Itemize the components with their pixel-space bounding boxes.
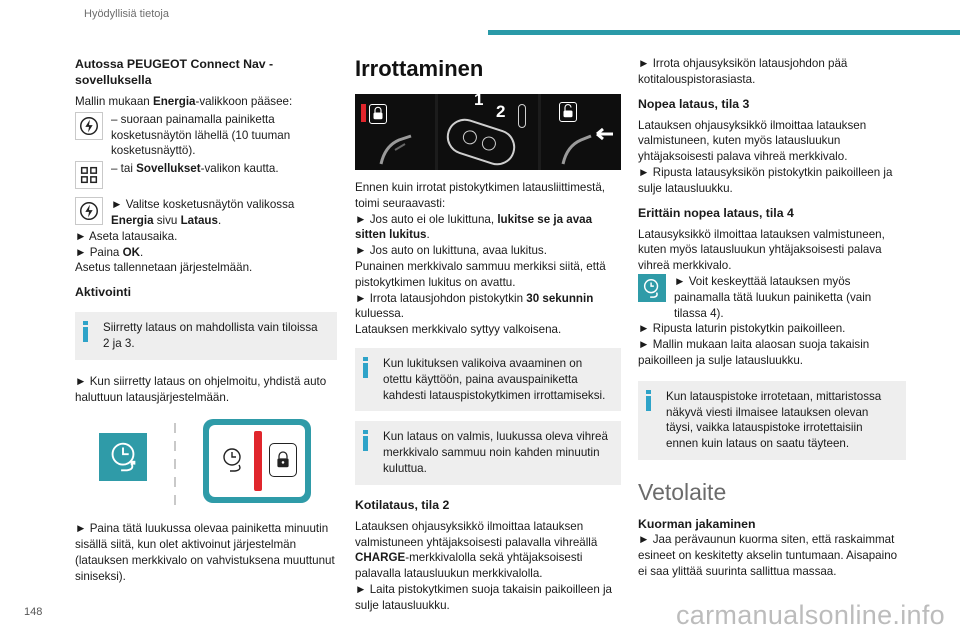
home-charge-text: Latauksen ohjausyksikkö ilmoittaa latauksen valmistuneen yhtäjaksoisesti palavalla vihreällä CHARGE-merkkivalolla sekä yhtäjaksoisesti palavalla latausluukun merkkivalolla. <box>355 519 598 581</box>
column-3 <box>638 56 906 579</box>
fast-charge-heading: Nopea lataus, tila 3 <box>638 96 750 111</box>
step-label-2: 2 <box>496 102 506 121</box>
column-1 <box>75 56 337 585</box>
red-indicator-light <box>254 431 262 491</box>
clock-plug-icon <box>219 445 249 475</box>
section-title: Hyödyllisiä tietoja <box>84 8 169 20</box>
column-2 <box>355 56 621 614</box>
unlock-panel-right <box>541 94 621 170</box>
fast-charge-step: ► Ripusta latausyksikön pistokytkin paikoilleen ja sulje latausluukku. <box>638 165 893 195</box>
towbar-heading: Vetolaite <box>638 478 727 505</box>
unplugging-heading: Irrottaminen <box>355 56 484 81</box>
header-accent-rule <box>488 30 960 35</box>
close-cover-step: ► Mallin mukaan laita alaosan suoja takaisin paikoilleen ja sulje latausluukku. <box>638 338 870 367</box>
info-icon <box>363 430 369 452</box>
very-fast-charge-text: Latausyksikkö ilmoittaa latauksen valmistuneen, kuten myös latausluukun yhtäjaksoisesti palava vihreä merkkivalo. <box>638 227 885 273</box>
white-light-note: Latauksen merkkivalo syttyy valkoisena. <box>355 323 562 337</box>
key-fob-icon <box>442 114 520 170</box>
lock-unlock-step: ► Jos auto ei ole lukittuna, lukitse se ja avaa sitten lukitus. <box>355 212 593 242</box>
divider-dash <box>174 441 176 451</box>
info-box: Kun lataus on valmis, luukussa oleva vihreä merkkivalo sammuu noin kahden minuutin kuluttua. <box>355 421 621 484</box>
charge-door-figure <box>75 417 337 515</box>
home-charge-heading: Kotilataus, tila 2 <box>355 497 450 512</box>
divider-dash <box>174 459 176 469</box>
load-distribution-heading: Kuorman jakaminen <box>638 516 756 531</box>
info-icon <box>646 390 652 412</box>
clock-plug-icon <box>638 274 666 302</box>
fast-charge-text: Latauksen ohjausyksikkö ilmoittaa latauksen valmistuneen, kuten myös latausluukun yhtäjaksoisesti palava vihreä merkkivalo. <box>638 118 867 164</box>
step-label-1: 1 <box>474 90 484 109</box>
info-box: Kun latauspistoke irrotetaan, mittaristossa näkyvä viesti ilmaisee latauksen olevan täysi, vaikka latauspistoke irrotettaisiin ennen kuin lataus on saatu täyteen. <box>638 381 906 460</box>
charge-door-panel <box>203 419 311 503</box>
info-box: Kun lukituksen valikoiva avaaminen on otettu käyttöön, paina avauspainiketta kahdesti latauspistokytkimen irrottamiseksi. <box>355 348 621 411</box>
hang-plug-step: ► Ripusta laturin pistokytkin paikoilleen. <box>638 322 846 336</box>
watermark: carmanualsonline.info <box>676 600 945 630</box>
divider-dash <box>174 477 176 487</box>
thermometer-icon <box>518 104 526 128</box>
page-number: 148 <box>24 606 43 618</box>
instruction-apps-menu: – tai Sovellukset-valikon kautta. <box>75 161 337 189</box>
press-ok-step: ► Paina OK. <box>75 245 144 259</box>
instruction-energy-charge: ► Valitse kosketusnäytön valikossa Energia sivu Lataus. <box>75 197 337 229</box>
divider-dash <box>174 423 176 433</box>
remove-plug-step: ► Irrota ohjausyksikön latausjohdon pää kotitalouspistorasiasta. <box>638 57 848 86</box>
press-button-step: ► Paina tätä luukussa olevaa painiketta minuutin sisällä siitä, kun olet aktivoinut järjestelmän (latauksen merkkivalo on vahvistuksena muuttunut siniseksi). <box>75 522 335 583</box>
unlock-step: ► Jos auto on lukittuna, avaa lukitus. <box>355 244 547 258</box>
charge-icon <box>75 197 103 225</box>
saved-note: Asetus tallennetaan järjestelmään. <box>75 261 253 275</box>
before-unplug-text: Ennen kuin irrotat pistokytkimen latausliittimestä, toimi seuraavasti: <box>355 181 606 210</box>
divider-dash <box>174 495 176 505</box>
activation-heading: Aktivointi <box>75 285 132 300</box>
load-distribution-text: ► Jaa perävaunun kuorma siten, että raskaimmat esineet on keskitetty akselin tuntumaan. Aisapaino ei saa ylittää suurinta sallittua massaa. <box>638 532 898 578</box>
info-box: Siirretty lataus on mahdollista vain tiloissa 2 ja 3. <box>75 312 337 360</box>
deferred-charge-step: ► Kun siirretty lataus on ohjelmoitu, yhdistä auto haluttuun latausjärjestelmään. <box>75 374 327 404</box>
very-fast-charge-heading: Erittäin nopea lataus, tila 4 <box>638 205 794 220</box>
key-fob-panel <box>438 90 538 170</box>
grid-icon <box>75 161 103 189</box>
stop-charge-instruction: ► Voit keskeyttää latauksen myös painamalla tätä luukun painiketta (vain tilassa 4). <box>638 274 906 321</box>
set-time-step: ► Aseta latausaika. <box>75 229 178 243</box>
info-icon <box>83 321 89 343</box>
info-icon <box>363 357 369 379</box>
clock-plug-icon <box>99 433 147 481</box>
remove-cable-step: ► Irrota latausjohdon pistokytkin 30 sekunnin kuluessa. <box>355 291 594 321</box>
instruction-touch-button: – suoraan painamalla painiketta kosketusnäytön lähellä (10 tuuman kosketusnäyttö). <box>75 112 337 159</box>
unlock-sequence-figure <box>355 90 621 170</box>
intro-text: Mallin mukaan Energia-valikkoon pääsee: <box>75 95 293 108</box>
home-charge-step: ► Laita pistokytkimen suoja takaisin paikoilleen ja sulje latausluukku. <box>355 582 613 612</box>
lock-icon <box>269 443 297 477</box>
red-light-note: Punainen merkkivalo sammuu merkiksi siitä, että pistokytkimen lukitus on avattu. <box>355 259 606 289</box>
connect-nav-heading: Autossa PEUGEOT Connect Nav -sovelluksella <box>75 57 274 87</box>
unlock-panel-left <box>355 94 435 170</box>
charge-icon <box>75 112 103 140</box>
